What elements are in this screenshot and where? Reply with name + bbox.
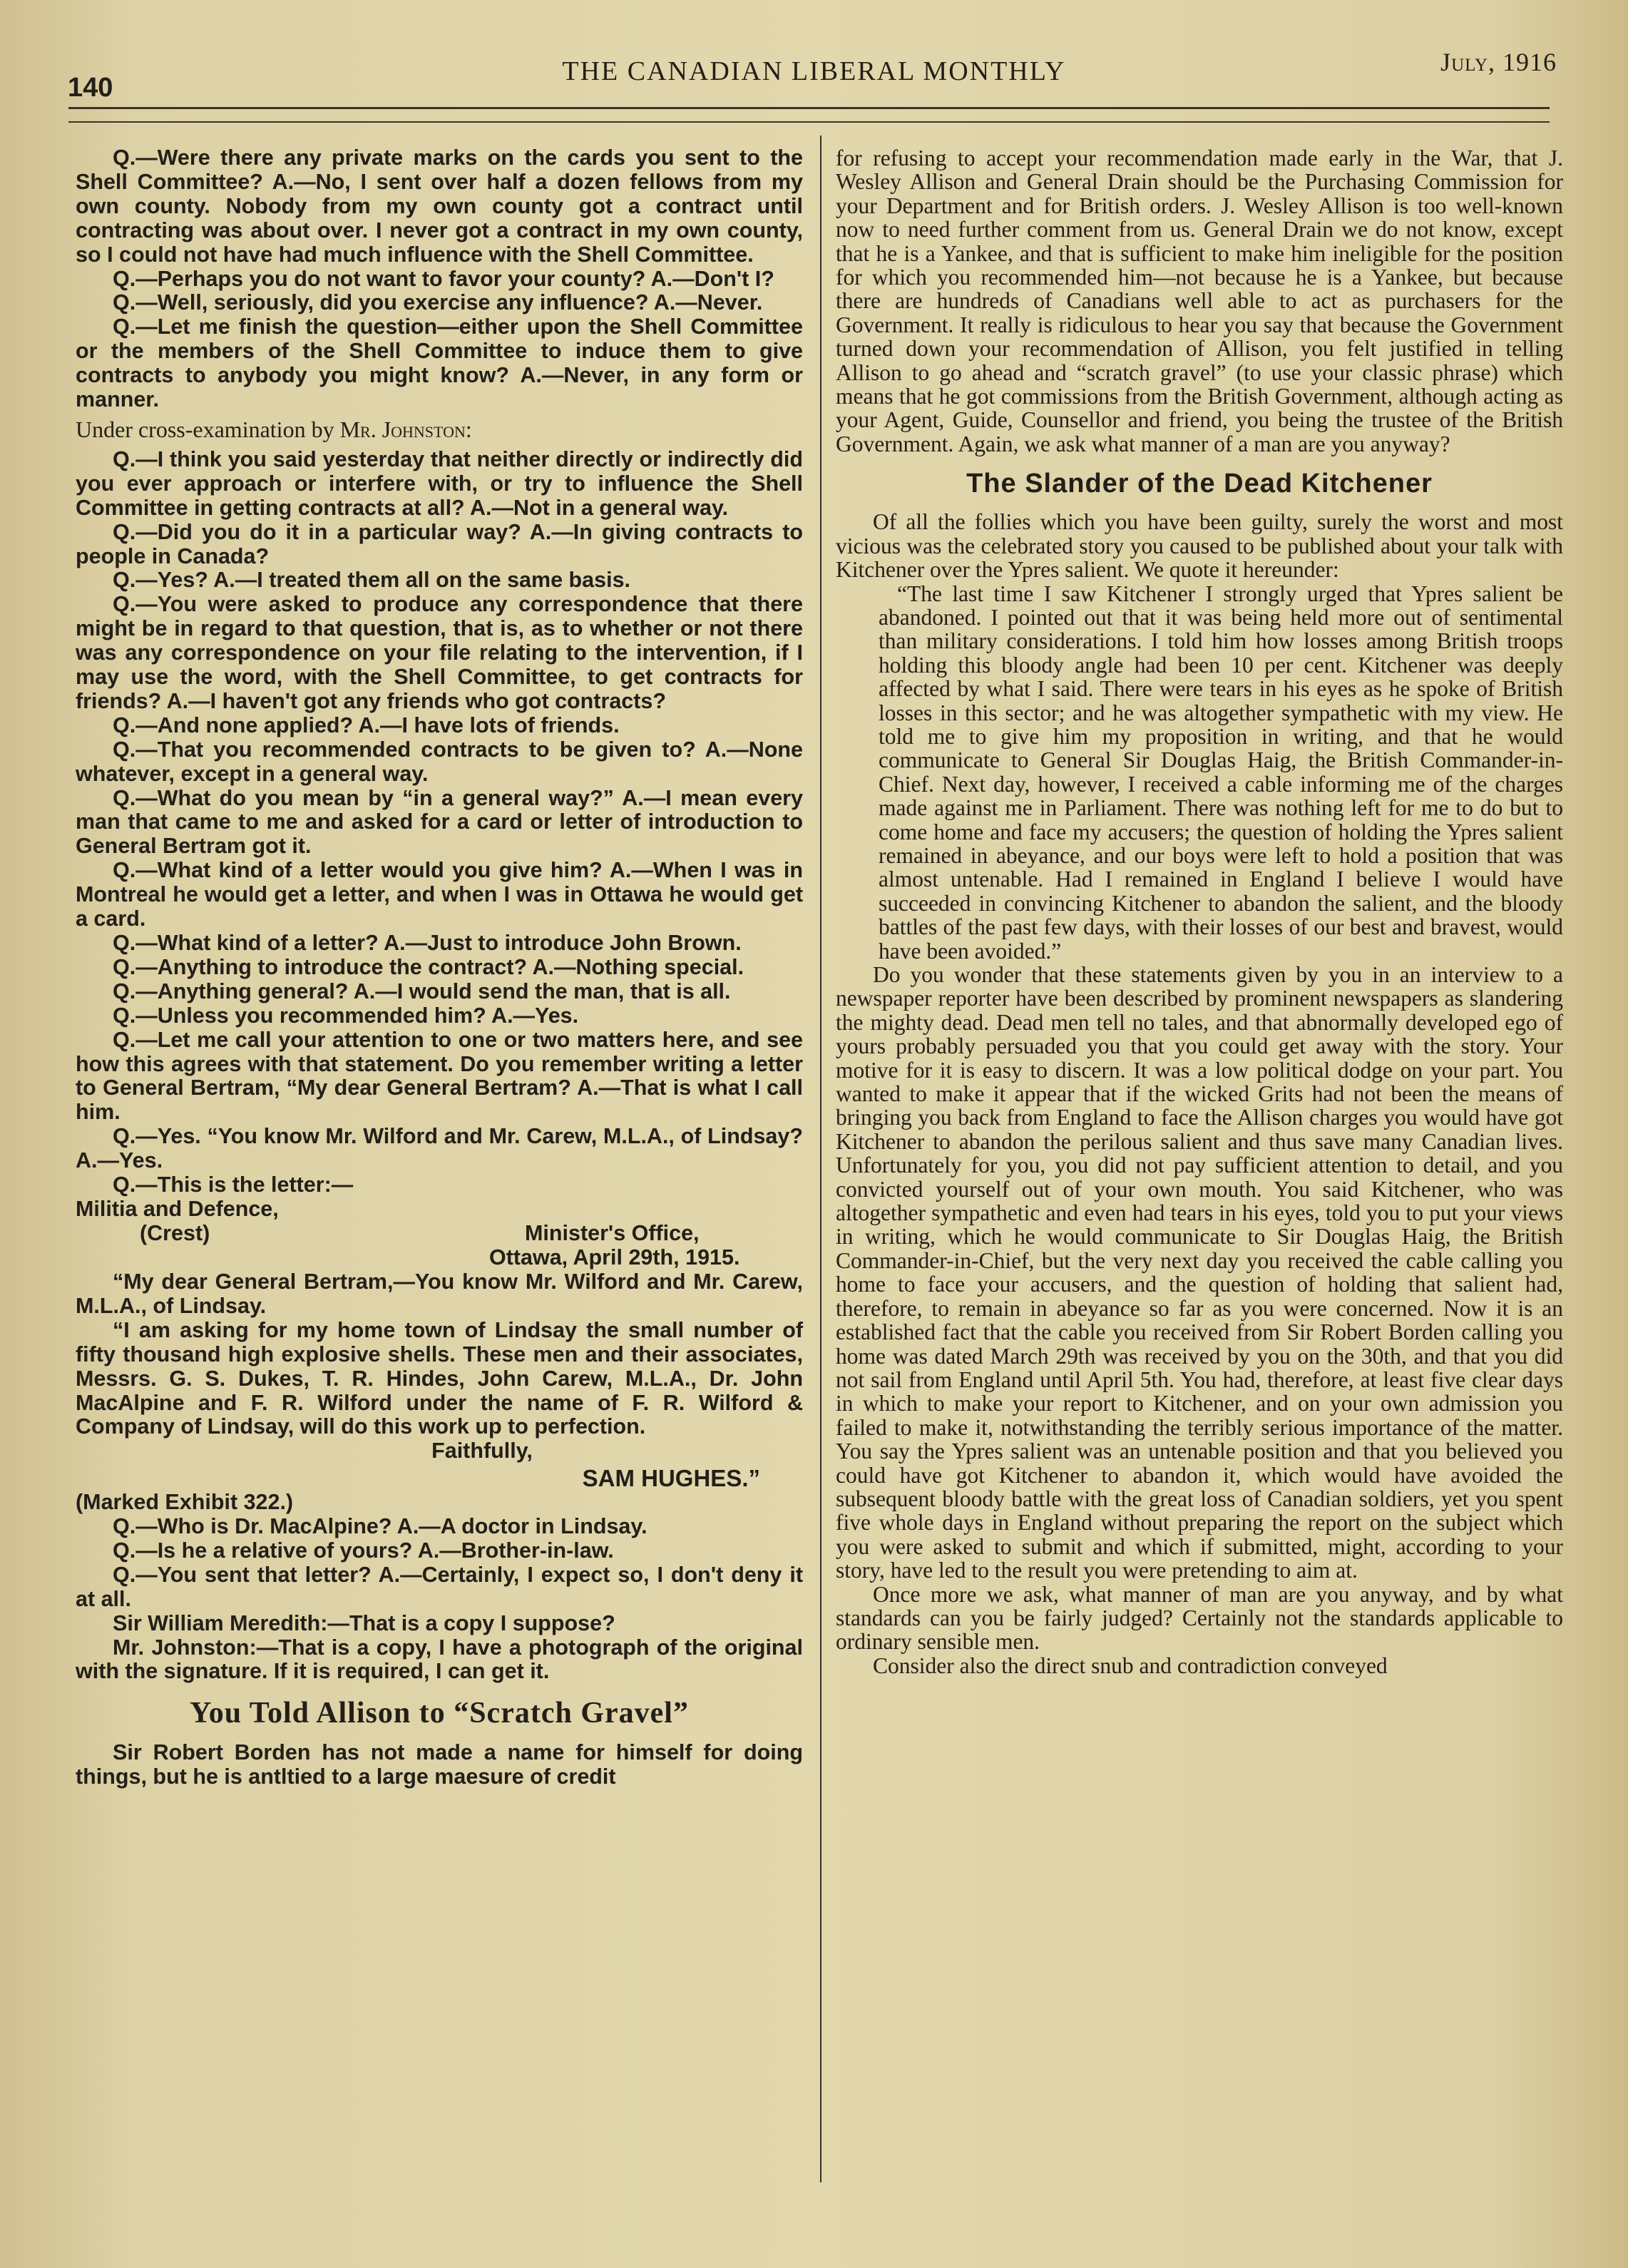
letter-paragraph: “I am asking for my home town of Lindsay the small number of fifty thousand high explosive shells. These men and their associates, Messrs. G. S. Dukes, T. R. Hindes, John Carew, M.L.A., Dr. John MacAlpine and F. R. Wilford under the name of F. R. Wilford & Company of Lindsay, will do this work up to perfection. (76, 1317, 803, 1439)
testimony-paragraph: Q.—Unless you recommended him? A.—Yes. (113, 1003, 579, 1028)
letter-crest: (Crest) (140, 1220, 210, 1245)
testimony-paragraph: Q.—You were asked to produce any correspondence that there might be in regard to that question, that is, as to whether or not there was any correspondence on your file relating to the intervention, if I may use the word, with the Shell Committee, to get contracts for friends? A.—I haven't got any friends who got contracts? (76, 592, 803, 713)
page-number: 140 (68, 73, 113, 103)
journal-title: THE CANADIAN LIBERAL MONTHLY (562, 56, 1066, 86)
left-column (76, 146, 803, 1789)
testimony-paragraph: Q.—What kind of a letter? A.—Just to introduce John Brown. (113, 931, 742, 955)
section-heading: The Slander of the Dead Kitchener (966, 469, 1433, 499)
testimony-paragraph: Q.—Perhaps you do not want to favor your county? A.—Don't I? (113, 266, 774, 291)
header-rule (68, 107, 1550, 109)
article-paragraph: Of all the follies which you have been guilty, surely the worst and most vicious was the celebrated story you caused to be published about your talk with Kitchener over the Ypres salient. We quote it hereunder: (836, 509, 1563, 583)
cross-examination-prefix: Under cross-examination by (76, 416, 340, 442)
testimony-paragraph: Q.—This is the letter:— (113, 1173, 354, 1197)
testimony-paragraph: Q.—Who is Dr. MacAlpine? A.—A doctor in Lindsay. (113, 1514, 647, 1539)
article-paragraph: for refusing to accept your recommendation made early in the War, that J. Wesley Allison and General Drain should be the Purchasing Commission for your Department and for British orders. J. Wesley Allison is too well-known now to need further comment from us. General Drain we do not know, except that he is a Yankee, and that is sufficient to make him ineligible for the position for which you recommended him—not because he is a Yankee, but because there are hundreds of Canadians well able to act as purchasers for the Government. It really is ridiculous to hear you say that because the Government turned down your recommendation of Allison, you felt justified in telling Allison to go ahead and “scratch gravel” (to use your classic phrase) which means that he got commissions from the British Government, although acting as your Agent, Guide, Counsellor and friend, you being the trustee of the British Government. Again, we ask what manner of a man are you anyway? (836, 145, 1563, 456)
testimony-paragraph: Sir William Meredith:—That is a copy I suppose? (113, 1610, 615, 1635)
issue-date: July, 1916 (1440, 48, 1557, 76)
examiner-name: Mr. Johnston: (339, 416, 472, 442)
letter-heading (76, 1197, 803, 1270)
testimony-paragraph: Q.—Is he a relative of yours? A.—Brother-in-law. (113, 1538, 614, 1563)
testimony-paragraph: Q.—I think you said yesterday that neither directly or indirectly did you ever approach or interfere with, or try to influence the Shell Committee in getting contracts at all? A.—Not in a general way. (76, 446, 803, 520)
testimony-paragraph: Q.—Yes? A.—I treated them all on the same basis. (113, 568, 631, 593)
testimony-paragraph: Mr. Johnston:—That is a copy, I have a photograph of the original with the signature. If it is required, I can get it. (76, 1635, 803, 1684)
testimony-paragraph: Q.—You sent that letter? A.—Certainly, I expect so, I don't deny it at all. (76, 1562, 803, 1611)
page-header (0, 0, 1628, 143)
letter-department: Militia and Defence, (76, 1196, 279, 1221)
letter-closing: Faithfully, (431, 1439, 533, 1464)
testimony-paragraph: Q.—That you recommended contracts to be given to? A.—None whatever, except in a general way. (76, 737, 803, 786)
testimony-paragraph: Q.—And none applied? A.—I have lots of friends. (113, 712, 620, 737)
header-rule-thin (68, 121, 1550, 123)
letter-date: Ottawa, April 29th, 1915. (489, 1245, 740, 1270)
testimony-paragraph: Q.—Yes. “You know Mr. Wilford and Mr. Carew, M.L.A., of Lindsay? A.—Yes. (76, 1124, 803, 1173)
article-paragraph: Sir Robert Borden has not made a name for himself for doing things, but he is antltied to a large maesure of credit (76, 1740, 803, 1789)
section-heading: You Told Allison to “Scratch Gravel” (190, 1697, 689, 1730)
exhibit-note: (Marked Exhibit 322.) (76, 1490, 294, 1515)
testimony-paragraph: Q.—Were there any private marks on the cards you sent to the Shell Committee? A.—No, I sent over half a dozen fellows from my own county. Nobody from my own county got a contract until contracting was about over. I never got a contract in my own county, so I could not have had much influence with the Shell Committee. (76, 145, 803, 267)
testimony-paragraph: Q.—Anything general? A.—I would send the man, that is all. (113, 979, 731, 1003)
article-paragraph: Consider also the direct snub and contradiction conveyed (873, 1653, 1388, 1678)
column-divider (820, 136, 821, 2182)
testimony-paragraph: Q.—Well, seriously, did you exercise any influence? A.—Never. (113, 290, 763, 315)
article-paragraph: Once more we ask, what manner of man are you anyway, and by what standards can you be fairly judged? Certainly not the standards applicable to ordinary sensible men. (836, 1581, 1563, 1655)
cross-examination-heading (76, 418, 803, 442)
testimony-paragraph: Q.—What kind of a letter would you give him? A.—When I was in Montreal he would get a letter, and when I was in Ottawa he would get a card. (76, 858, 803, 931)
quoted-statement: “The last time I saw Kitchener I strongly urged that Ypres salient be abandoned. I pointed out that it was being held more out of sentimental than military considerations. I told him how losses among British troops holding this bloody angle had been 10 per cent. Kitchener was deeply affected by what I said. There were tears in his eyes as he spoke of British losses in this sector; and he was altogether sympathetic with my view. He told me to give him my proposition in writing, and that he would communicate to General Sir Douglas Haig, the British Commander-in-Chief. Next day, however, I received a cable informing me of the charges made against me in Parliament. There was nothing left for me to do but to come home and face my accusers; the question of holding the Ypres salient remained in abeyance, and our boys were left to hold a position that was almost untenable. Had I remained in England I believe I would have succeeded in convincing Kitchener to abandon the salient, and the bloody battles of the past few days, with their losses of our best and bravest, would have been avoided.” (879, 581, 1563, 964)
letter-office: Minister's Office, (525, 1220, 700, 1245)
article-paragraph: Do you wonder that these statements given by you in an interview to a newspaper reporter have been described by prominent newspapers as slandering the mighty dead. Dead men tell no tales, and that abnormally developed ego of yours probably persuaded you that you could get away with the story. Your motive for it is easy to discern. It was a low political dodge on your part. You wanted to make it appear that if the wicked Grits had not been the means of bringing you back from England to face the Allison charges you would have got Kitchener to abandon the perilous salient and thus save many Canadian lives. Unfortunately for you, you did not pay sufficient attention to detail, and you convicted yourself out of your own mouth. You said Kitchener, who was altogether sympathetic and even had tears in his eyes, told you to put your views in writing, which he would communicate to Sir Douglas Haig, the British Commander-in-Chief, but the very next day you received the cable calling you home to face your accusers, and the question of holding that salient had, therefore, to remain in abeyance so far as you were concerned. Now it is an established fact that the cable you received from Sir Robert Borden calling you home was dated March 29th was received by you on the 30th, and that you did not sail from England until April 5th. You had, therefore, at least five clear days in which to make your report to Kitchener, and on your own admission you failed to make it, notwithstanding the terribly serious importance of the matter. You say the Ypres salient was an untenable position and that you believed you could have got Kitchener to abandon it, which would have avoided the subsequent bloody battle with the great loss of Canadian soldiers, yet you spent five whole days in England without preparing the report on the subject which you were asked to submit and which if submitted, might, according to your story, have led to the result you were pretending to aim at. (836, 962, 1563, 1583)
testimony-paragraph: Q.—Anything to introduce the contract? A.—Nothing special. (113, 954, 744, 979)
testimony-paragraph: Q.—Let me call your attention to one or two matters here, and see how this agrees with that statement. Do you remember writing a letter to General Bertram, “My dear General Bertram? A.—That is what I call him. (76, 1027, 803, 1125)
testimony-paragraph: Q.—Let me finish the question—either upon the Shell Committee or the members of the Shell Committee to induce them to give contracts to anybody you might know? A.—Never, in any form or manner. (76, 315, 803, 412)
letter-paragraph: “My dear General Bertram,—You know Mr. Wilford and Mr. Carew, M.L.A., of Lindsay. (76, 1269, 803, 1318)
testimony-paragraph: Q.—Did you do it in a particular way? A.—In giving contracts to people in Canada? (76, 519, 803, 568)
right-column (836, 146, 1563, 1677)
letter-signature: SAM HUGHES.” (582, 1465, 760, 1492)
testimony-paragraph: Q.—What do you mean by “in a general way?” A.—I mean every man that came to me and asked for a card or letter of introduction to General Bertram got it. (76, 785, 803, 859)
